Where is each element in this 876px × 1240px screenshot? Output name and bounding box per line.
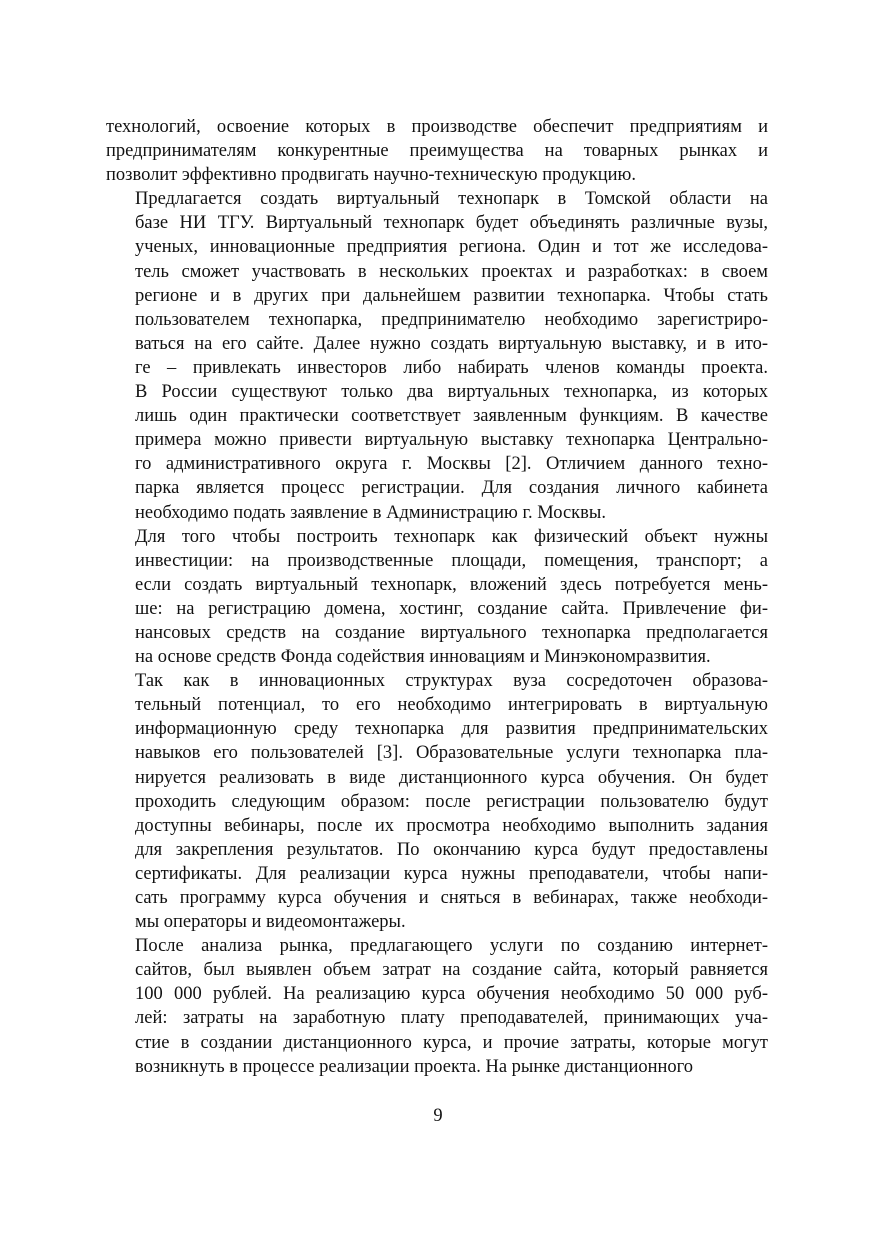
text-line: стие в создании дистанционного курса, и прочие затраты, которые могут xyxy=(135,1032,768,1053)
text-line: лишь один практически соответствует заявленным функциям. В качестве xyxy=(135,406,768,427)
paragraph xyxy=(106,669,768,934)
paragraph xyxy=(106,115,768,187)
text-line: нансовых средств на создание виртуального технопарка предполагается xyxy=(135,622,768,643)
text-line: сайтов, был выявлен объем затрат на создание сайта, который равняется xyxy=(135,960,768,981)
text-line: позволит эффективно продвигать научно-техническую продукцию. xyxy=(106,165,636,186)
page-number: 9 xyxy=(433,1106,443,1126)
paragraph xyxy=(106,187,768,524)
text-line: тель сможет участвовать в нескольких проектах и разработках: в своем xyxy=(135,261,768,282)
text-line: лей: затраты на заработную плату преподавателей, принимающих уча- xyxy=(135,1008,768,1029)
text-line: регионе и в других при дальнейшем развитии технопарка. Чтобы стать xyxy=(135,285,768,306)
text-line: на основе средств Фонда содействия инновациям и Минэкономразвития. xyxy=(135,647,711,668)
text-line: ге – привлекать инвесторов либо набирать членов команды проекта. xyxy=(135,357,768,378)
text-line: тельный потенциал, то его необходимо интегрировать в виртуальную xyxy=(135,695,768,716)
text-line: 100 000 рублей. На реализацию курса обучения необходимо 50 000 руб- xyxy=(135,984,768,1005)
text-line: ученых, инновационные предприятия региона. Один и тот же исследова- xyxy=(135,237,768,258)
text-line: В России существуют только два виртуальных технопарка, из которых xyxy=(135,382,768,403)
paragraph xyxy=(106,934,768,1079)
paragraph xyxy=(106,525,768,670)
text-line: проходить следующим образом: после регистрации пользователю будут xyxy=(135,791,768,812)
text-line: возникнуть в процессе реализации проекта. На рынке дистанционного xyxy=(135,1056,694,1077)
text-line: мы операторы и видеомонтажеры. xyxy=(135,912,406,933)
text-line: примера можно привести виртуальную выставку технопарка Центрально- xyxy=(135,430,768,451)
text-line: Предлагается создать виртуальный технопарк в Томской области на xyxy=(135,189,768,210)
text-line: инвестиции: на производственные площади, помещения, транспорт; а xyxy=(135,550,768,571)
text-line: ваться на его сайте. Далее нужно создать виртуальную выставку, и в ито- xyxy=(135,333,768,354)
text-line: Так как в инновационных структурах вуза сосредоточен образова- xyxy=(135,671,768,692)
text-line: нируется реализовать в виде дистанционного курса обучения. Он будет xyxy=(135,767,768,788)
text-line: если создать виртуальный технопарк, вложений здесь потребуется мень- xyxy=(135,574,768,595)
text-line: ше: на регистрацию домена, хостинг, создание сайта. Привлечение фи- xyxy=(135,598,768,619)
text-line: информационную среду технопарка для развития предпринимательских xyxy=(135,719,768,740)
text-line: После анализа рынка, предлагающего услуги по созданию интернет- xyxy=(135,936,768,957)
text-line: парка является процесс регистрации. Для создания личного кабинета xyxy=(135,478,768,499)
text-line: Для того чтобы построить технопарк как физический объект нужны xyxy=(135,526,768,547)
text-line: предпринимателям конкурентные преимущества на товарных рынках и xyxy=(106,141,768,162)
text-line: го административного округа г. Москвы [2]. Отличием данного техно- xyxy=(135,454,768,475)
text-line: навыков его пользователей [3]. Образовательные услуги технопарка пла- xyxy=(135,743,768,764)
body-text xyxy=(106,115,768,1079)
text-line: для закрепления результатов. По окончанию курса будут предоставлены xyxy=(135,839,768,860)
text-line: необходимо подать заявление в Администрацию г. Москвы. xyxy=(135,502,606,523)
text-line: сертификаты. Для реализации курса нужны преподаватели, чтобы напи- xyxy=(135,863,768,884)
text-line: сать программу курса обучения и сняться в вебинарах, также необходи- xyxy=(135,888,768,908)
text-line: базе НИ ТГУ. Виртуальный технопарк будет объединять различные вузы, xyxy=(135,213,768,234)
text-line: технологий, освоение которых в производстве обеспечит предприятиям и xyxy=(106,117,768,137)
text-line: доступны вебинары, после их просмотра необходимо выполнить задания xyxy=(135,815,768,836)
text-line: пользователем технопарка, предпринимателю необходимо зарегистриро- xyxy=(135,309,768,330)
